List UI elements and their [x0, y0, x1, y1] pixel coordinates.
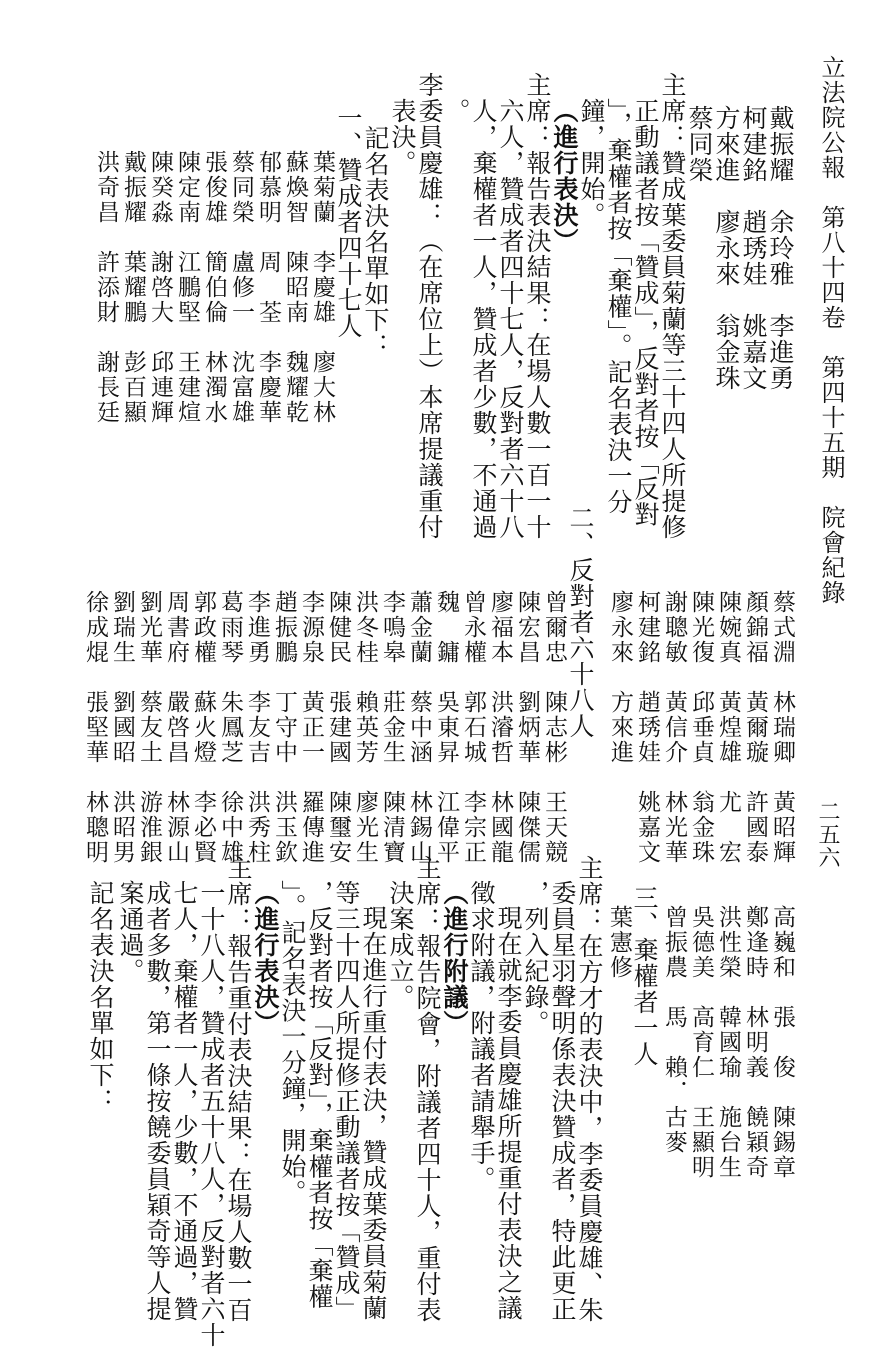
correction-line-3: ，列入紀錄。 — [521, 880, 550, 1036]
no-names-18: 徐成焜 張堅華 林聰明 — [82, 590, 108, 865]
revote-result-line-3: 七人，棄權者一人，少數，不通過，贊 — [170, 880, 199, 1322]
page-number: 二五六 — [815, 800, 840, 869]
yes-names-cont-row-1: 蔡式淵 林瑞卿 黃昭輝 — [769, 590, 795, 865]
yes-names-5: 張俊雄 簡伯倫 林濁水 — [201, 150, 227, 425]
chair-result-line-1: 主席：報告表決結果：在場人數一百一十 — [523, 72, 552, 540]
no-names-2: 陳宏昌 劉炳華 陳傑儒 — [514, 590, 540, 865]
second-motion-line-1: 現在就李委員慶雄所提重付表決之議 — [494, 905, 523, 1321]
no-names-11: 趙振鵬 丁守中 洪玉欽 — [271, 590, 297, 865]
no-names-12: 李進勇 李友吉 洪秀柱 — [244, 590, 270, 865]
no-names-15: 周書府 嚴啓昌 林源山 — [163, 590, 189, 865]
second-motion-line-2: 徵求附議，附議者請舉手。 — [467, 880, 496, 1192]
yes-names-cont-row-7: 廖永來 方來進 — [607, 590, 633, 765]
chair-result-line-2: 六人，贊成者四十七人，反對者六十八 — [496, 98, 525, 540]
revote-line-3: ，反對者按「反對」，棄權者按「棄權 — [305, 880, 334, 1310]
abstain-title: 三、棄權者一人 — [630, 885, 659, 1067]
revote-line-2: 等三十四人所提修正動議者按「贊成」 — [332, 880, 361, 1322]
no-names-14: 郭政權 蘇火燈 李必賢 — [190, 590, 216, 865]
names-upper-1: 戴振耀 余玲雅 李進勇 — [766, 105, 795, 391]
yes-names-1: 葉菊蘭 李慶雄 廖大林 — [309, 150, 335, 425]
chair-motion-line-1: 主席：贊成葉委員菊蘭等三十四人所提修 — [658, 72, 687, 540]
upper-right-names-1: 高巍和 張 俊 陳錫章 — [769, 905, 795, 1180]
no-names-5: 魏 鏞 吳東昇 江偉平 — [433, 590, 459, 865]
upper-right-names-4: 吳德美 高育仁 王顯明 — [688, 905, 714, 1180]
yes-names-3: 郁慕明 周 荃 李慶華 — [255, 150, 281, 425]
yes-names-cont-row-6: 柯建銘 趙琇娃 姚嘉文 — [634, 590, 660, 865]
no-names-4: 曾永權 郭石城 李宗正 — [460, 590, 486, 865]
chair-motion-line-2: 正動議者按「贊成」，反對者按「反對 — [631, 98, 660, 528]
yes-names-4: 蔡同榮 盧修一 沈富雄 — [228, 150, 254, 425]
upper-right-names-3: 洪性榮 韓國瑜 施台生 — [715, 905, 741, 1180]
revote-line-4: 」。記名表決一分鐘，開始。 — [278, 880, 307, 1206]
roll-call-intro: 記名表決名單如下： — [361, 125, 390, 359]
no-names-10: 李源泉 黃正一 羅傳進 — [298, 590, 324, 865]
no-names-16: 劉光華 蔡友土 游淮銀 — [136, 590, 162, 865]
names-upper-2: 柯建銘 趙琇娃 姚嘉文 — [739, 105, 768, 391]
no-title: 二、反對者六十八人 — [566, 505, 595, 739]
revote-result-line-5: 案通過。 — [116, 880, 145, 984]
page-header-title: 立法院公報 第八十四卷 第四十五期 院會紀錄 — [817, 55, 845, 605]
yes-names-7: 陳癸淼 謝啓大 邱連輝 — [147, 150, 173, 425]
yes-names-cont-row-4: 陳光復 邱垂貞 翁金珠 — [688, 590, 714, 865]
proceed-vote-2: （進行表決） — [251, 880, 280, 1036]
no-names-13: 葛雨琴 朱鳳芝 徐中雄 — [217, 590, 243, 865]
chair-motion-line-4: 鐘，開始。 — [577, 98, 606, 228]
correction-line-2: 委員星羽聲明係表決贊成者，特此更正 — [548, 880, 577, 1322]
li-proposal-line-2: 表決。 — [388, 98, 417, 176]
yes-title: 一、贊成者四十七人 — [334, 105, 363, 339]
yes-names-cont-row-2: 顏錦福 黃爾璇 許國泰 — [742, 590, 768, 865]
names-upper-4: 蔡同榮 — [685, 105, 714, 183]
revote-result-line-1: 主席：報告重付表決結果：在場人數一百 — [224, 855, 253, 1323]
revote-result-line-4: 成者多數，第一條按饒委員穎奇等人提 — [143, 880, 172, 1322]
no-names-7: 李鳴皋 莊金生 陳清寶 — [379, 590, 405, 865]
chair-motion-line-3: 」，棄權者按「棄權」。記名表決一分 — [604, 98, 633, 515]
proceed-second: （進行附議） — [440, 880, 469, 1036]
yes-names-9: 洪奇昌 許添財 謝長廷 — [93, 150, 119, 425]
names-upper-3: 方來進 廖永來 翁金珠 — [712, 105, 741, 391]
yes-names-cont-row-5: 謝聰敏 黃信介 林光華 — [661, 590, 687, 865]
no-names-6: 蕭金蘭 蔡中涵 林錫山 — [406, 590, 432, 865]
no-names-1: 曾爾忠 陳志彬 王天競 — [541, 590, 567, 865]
chair-result-line-4: 。 — [442, 98, 471, 124]
yes-names-6: 陳定南 江鵬堅 王建煊 — [174, 150, 200, 425]
no-names-17: 劉瑞生 劉國昭 洪昭男 — [109, 590, 135, 865]
abstain-names: 葉憲修 — [606, 905, 632, 980]
yes-names-cont-row-3: 陳婉真 黃煌雄 尤 宏 — [715, 590, 741, 865]
roll-call-intro-2: 記名表決名單如下： — [86, 880, 115, 1114]
second-result-line-1: 主席：報告院會，附議者四十人，重付表 — [413, 855, 442, 1323]
upper-right-names-2: 鄭逢時 林明義 饒穎奇 — [742, 905, 768, 1180]
chair-result-line-3: 人，棄權者一人，贊成者少數，不通過 — [469, 98, 498, 540]
second-result-line-2: 決案成立。 — [386, 880, 415, 1010]
li-proposal-line-1: 李委員慶雄：（在席位上）本席提議重付 — [415, 72, 444, 540]
no-names-3: 廖福本 洪濬哲 林國龍 — [487, 590, 513, 865]
yes-names-2: 蘇煥智 陳昭南 魏耀乾 — [282, 150, 308, 425]
upper-right-names-5: 曾振農 馬 賴．古麥 — [661, 905, 687, 1155]
revote-line-1: 現在進行重付表決，贊成葉委員菊蘭 — [359, 905, 388, 1321]
correction-line-1: 主席：在方才的表決中，李委員慶雄、朱 — [575, 855, 604, 1323]
no-names-8: 洪冬桂 賴英芳 廖光生 — [352, 590, 378, 865]
yes-names-8: 戴振耀 葉耀鵬 彭百顯 — [120, 150, 146, 425]
revote-result-line-2: 一十八人，贊成者五十八人，反對者六十 — [197, 880, 226, 1348]
proceed-vote-1: （進行表決） — [550, 98, 579, 254]
no-names-9: 陳健民 張建國 陳璽安 — [325, 590, 351, 865]
